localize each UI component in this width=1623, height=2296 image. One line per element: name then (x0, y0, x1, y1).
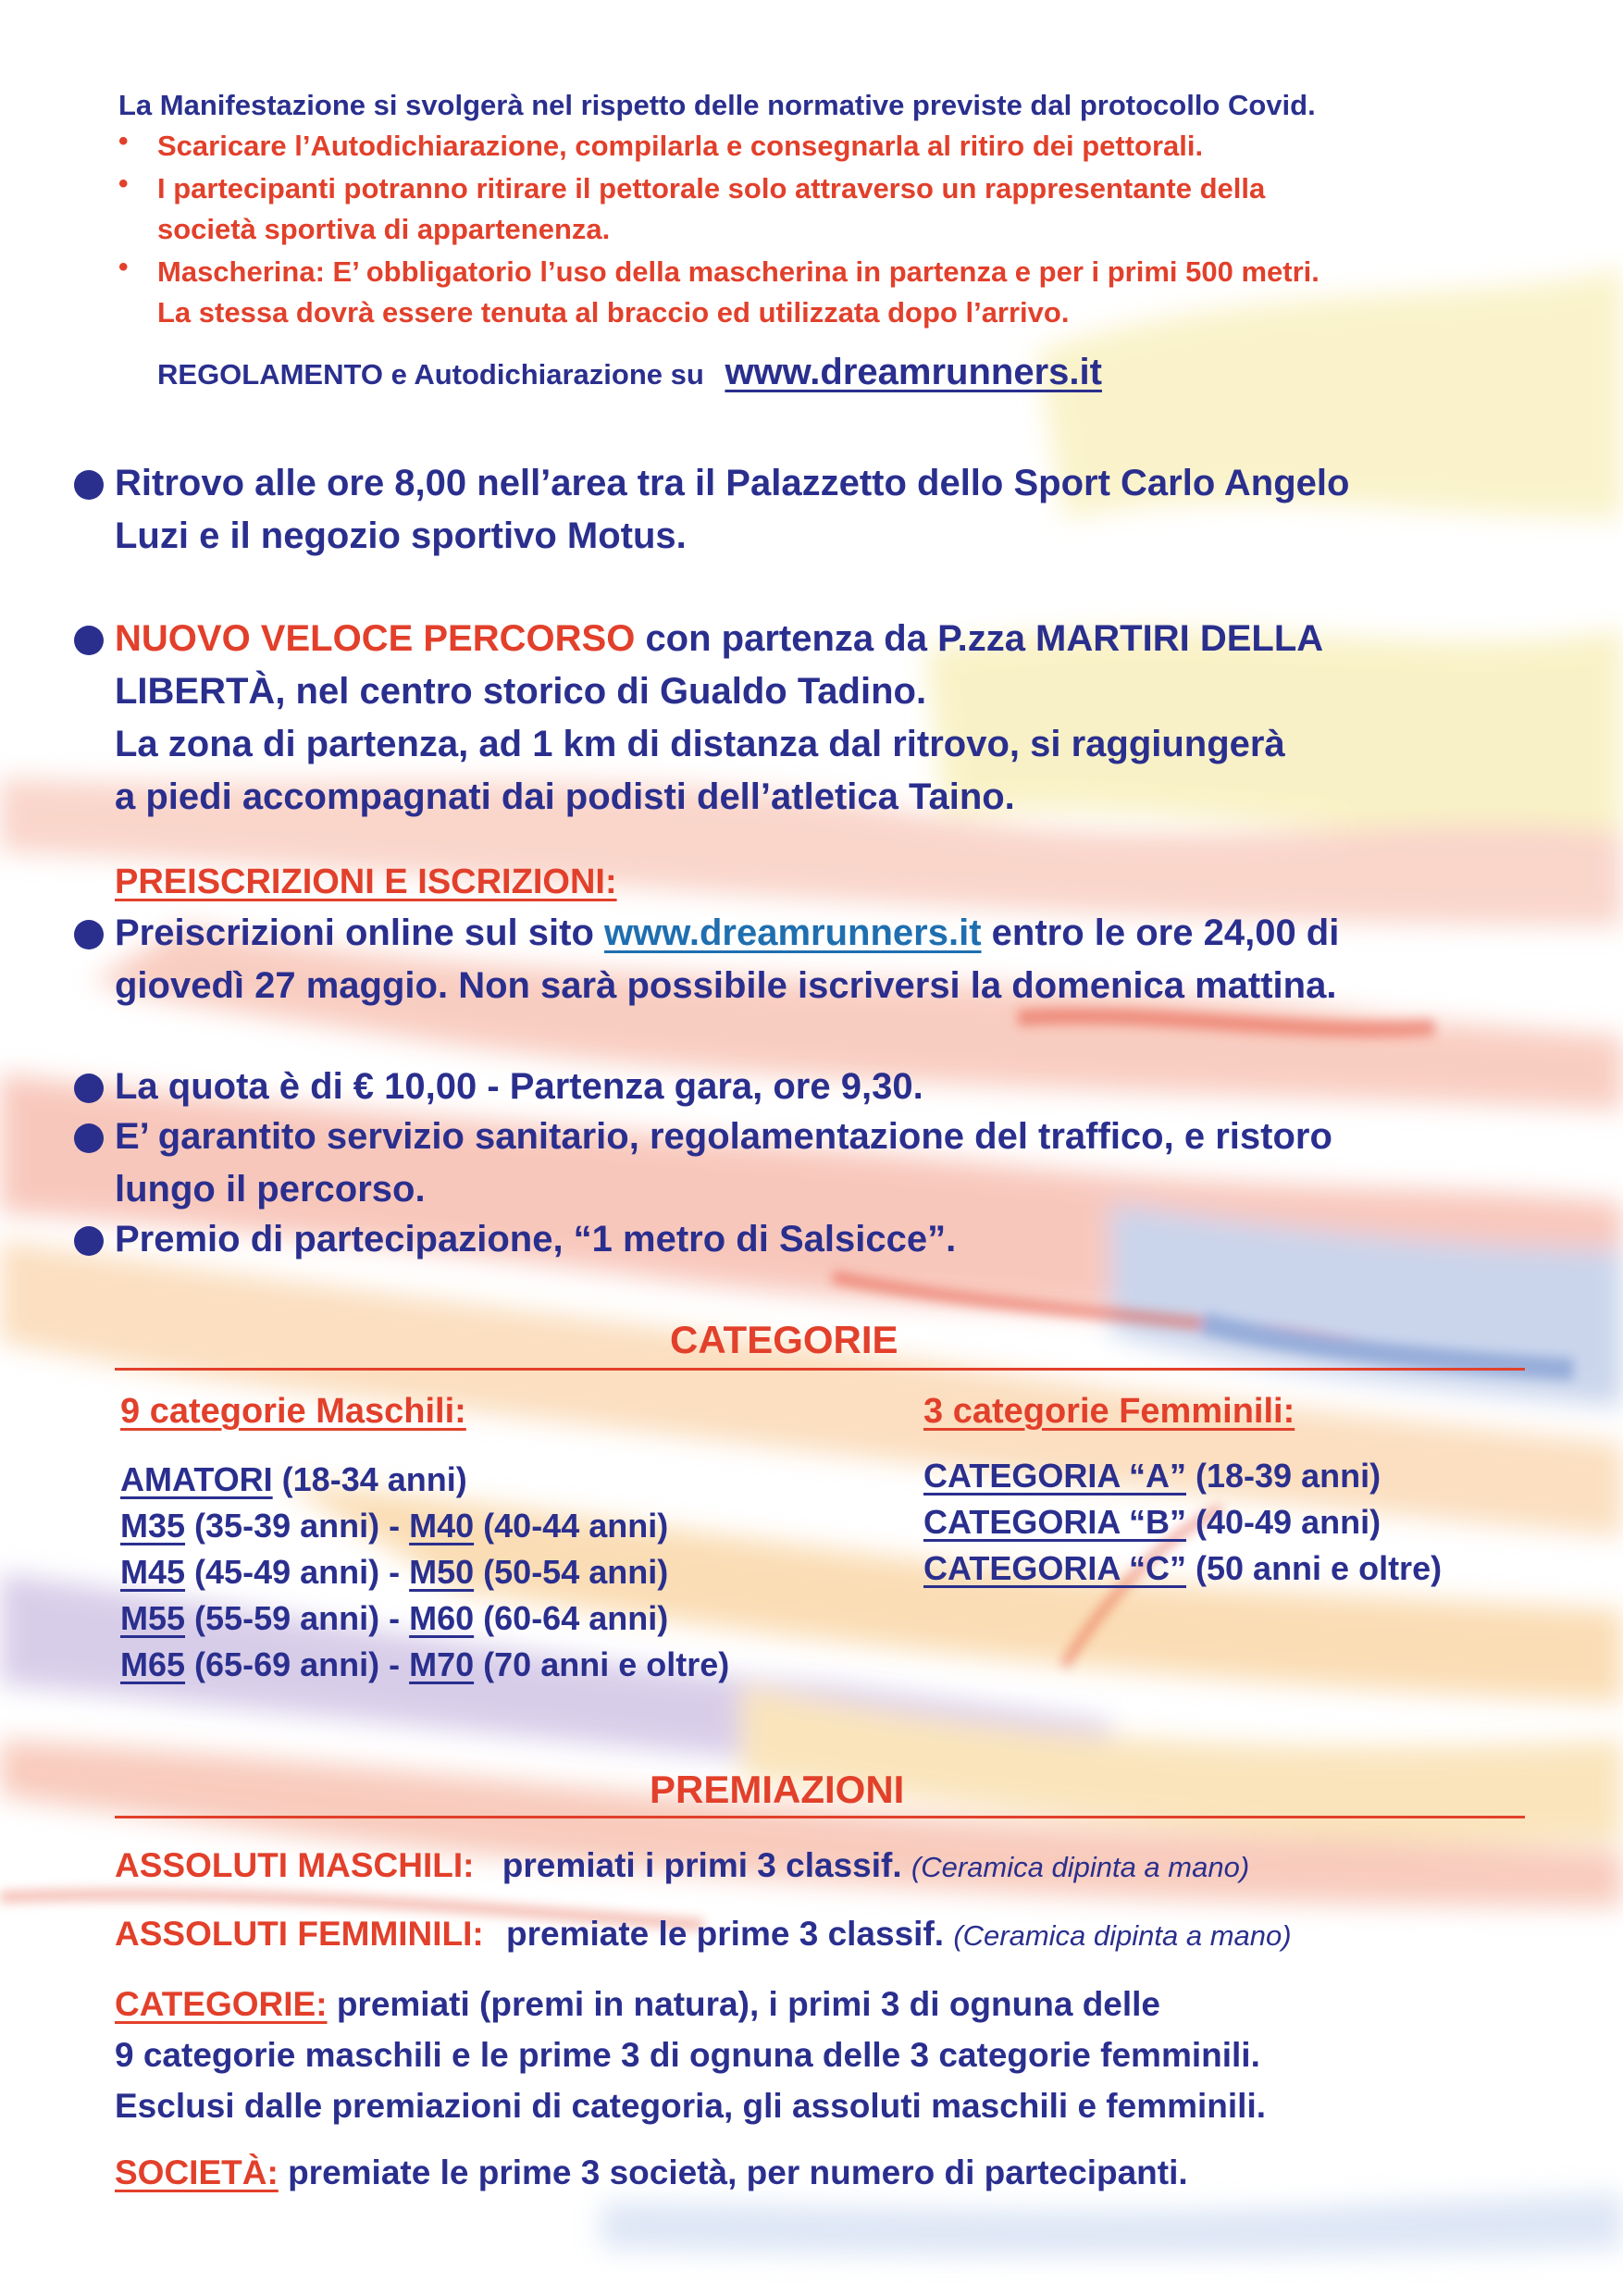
category-code: M60 (409, 1599, 475, 1637)
category-code: CATEGORIA “A” (923, 1457, 1186, 1495)
assoluti-maschili-note: (Ceramica dipinta a mano) (911, 1851, 1250, 1883)
covid-rule-pettorale-line2: società sportiva di appartenenza. (157, 213, 611, 245)
categorie-heading: CATEGORIE (670, 1318, 898, 1361)
category-code: CATEGORIA “C” (923, 1549, 1186, 1587)
bullet-dot (74, 1226, 104, 1256)
assoluti-femminili-line (115, 1908, 1292, 1961)
category-range: (35-39 anni) - (194, 1507, 401, 1545)
covid-rule-mascherina-line1: Mascherina: E’ obbligatorio l’uso della mascherina in partenza e per i primi 500 metri. (157, 255, 1319, 288)
category-range: (70 anni e oltre) (483, 1645, 730, 1683)
societa-text: premiate le prime 3 società, per numero di partecipanti. (288, 2153, 1188, 2191)
category-range: (40-49 anni) (1196, 1503, 1381, 1541)
iscrizioni-heading: PREISCRIZIONI E ISCRIZIONI: (115, 863, 617, 901)
categorie-premi-label: CATEGORIE: (115, 1985, 328, 2023)
iscrizioni-post: entro le ore 24,00 di (991, 912, 1340, 953)
category-range: (50-54 anni) (483, 1553, 669, 1591)
assoluti-maschili-label: ASSOLUTI MASCHILI: (115, 1846, 475, 1884)
societa-line (115, 2147, 1188, 2198)
category-range: (45-49 anni) - (194, 1553, 401, 1591)
femminili-row (923, 1499, 1381, 1545)
dreamrunners-link[interactable]: www.dreamrunners.it (725, 352, 1102, 392)
societa-label: SOCIETÀ: (115, 2153, 279, 2191)
maschili-row (120, 1549, 668, 1595)
category-range: (40-44 anni) (483, 1507, 669, 1545)
regolamento-line (157, 352, 1102, 395)
category-range: (18-39 anni) (1196, 1457, 1381, 1495)
iscrizioni-line2: giovedì 27 maggio. Non sarà possibile iscriversi la domenica mattina. (115, 965, 1337, 1006)
quota-line: La quota è di € 10,00 - Partenza gara, ore 9,30. (115, 1066, 923, 1107)
iscrizioni-line1 (115, 907, 1339, 960)
assoluti-femminili-text: premiate le prime 3 classif. (506, 1915, 945, 1953)
category-range: (50 anni e oltre) (1196, 1549, 1443, 1587)
category-range: (65-69 anni) - (194, 1645, 401, 1683)
bullet-marker: • (118, 252, 129, 282)
percorso-line1-text: con partenza da P.zza MARTIRI DELLA (645, 618, 1324, 659)
assoluti-maschili-line (115, 1840, 1249, 1893)
assoluti-femminili-note: (Ceramica dipinta a mano) (953, 1919, 1292, 1952)
maschili-row (120, 1503, 668, 1549)
ritrovo-line2: Luzi e il negozio sportivo Motus. (115, 515, 687, 556)
categorie-premi-line1 (115, 1979, 1160, 2029)
bullet-dot (74, 920, 104, 949)
femminili-heading: 3 categorie Femminili: (923, 1392, 1295, 1431)
premiazioni-divider (115, 1816, 1525, 1818)
percorso-line1 (115, 613, 1323, 665)
femminili-row (923, 1545, 1442, 1592)
servizio-line1: E’ garantito servizio sanitario, regolamentazione del traffico, e ristoro (115, 1116, 1332, 1157)
categorie-premi-line3: Esclusi dalle premiazioni di categoria, gli assoluti maschili e femminili. (115, 2087, 1266, 2125)
category-code: M35 (120, 1507, 186, 1545)
bullet-dot (74, 626, 104, 655)
regolamento-label: REGOLAMENTO (157, 358, 383, 391)
femminili-row (923, 1453, 1381, 1499)
category-range: (60-64 anni) (483, 1599, 669, 1637)
covid-rule-pettorale-line1: I partecipanti potranno ritirare il pettorale solo attraverso un rappresentante della (157, 172, 1266, 205)
maschili-row (120, 1642, 729, 1688)
category-range: (18-34 anni) (281, 1460, 467, 1498)
percorso-highlight: NUOVO VELOCE PERCORSO (115, 618, 636, 659)
bullet-marker: • (118, 168, 129, 199)
maschili-heading: 9 categorie Maschili: (120, 1392, 466, 1431)
percorso-line3: La zona di partenza, ad 1 km di distanza dal ritrovo, si raggiungerà (115, 724, 1285, 764)
servizio-line2: lungo il percorso. (115, 1169, 426, 1210)
regolamento-text: e Autodichiarazione su (390, 358, 704, 391)
bullet-dot (74, 470, 104, 500)
assoluti-maschili-text: premiati i primi 3 classif. (502, 1846, 902, 1884)
premio-line: Premio di partecipazione, “1 metro di Salsicce”. (115, 1219, 957, 1260)
category-code: M40 (409, 1507, 475, 1545)
category-code: M65 (120, 1645, 186, 1683)
bullet-marker: • (118, 126, 129, 156)
categorie-premi-text: premiati (premi in natura), i primi 3 di ognuna delle (336, 1985, 1161, 2023)
covid-notice: La Manifestazione si svolgerà nel rispetto delle normative previste dal protocollo Covid. (118, 89, 1316, 121)
covid-rule-autodichiarazione: Scaricare l’Autodichiarazione, compilarla e consegnarla al ritiro dei pettorali. (157, 130, 1204, 162)
bullet-dot (74, 1123, 104, 1153)
percorso-line2: LIBERTÀ, nel centro storico di Gualdo Tadino. (115, 671, 927, 712)
maschili-row (120, 1457, 467, 1503)
bullet-dot (74, 1074, 104, 1103)
iscrizioni-link[interactable]: www.dreamrunners.it (604, 912, 982, 953)
categorie-premi-line2: 9 categorie maschili e le prime 3 di ognuna delle 3 categorie femminili. (115, 2036, 1260, 2074)
percorso-line4: a piedi accompagnati dai podisti dell’atletica Taino. (115, 776, 1015, 817)
iscrizioni-pre: Preiscrizioni online sul sito (115, 912, 594, 953)
ritrovo-line1: Ritrovo alle ore 8,00 nell’area tra il Palazzetto dello Sport Carlo Angelo (115, 463, 1350, 503)
category-code: M45 (120, 1553, 186, 1591)
category-code: AMATORI (120, 1460, 273, 1498)
premiazioni-heading: PREMIAZIONI (650, 1768, 905, 1811)
maschili-row (120, 1595, 668, 1642)
category-code: M70 (409, 1645, 475, 1683)
category-code: M50 (409, 1553, 475, 1591)
assoluti-femminili-label: ASSOLUTI FEMMINILI: (115, 1915, 484, 1953)
category-code: M55 (120, 1599, 186, 1637)
category-range: (55-59 anni) - (194, 1599, 401, 1637)
categorie-divider (115, 1368, 1525, 1371)
covid-rule-mascherina-line2: La stessa dovrà essere tenuta al braccio ed utilizzata dopo l’arrivo. (157, 296, 1070, 329)
category-code: CATEGORIA “B” (923, 1503, 1186, 1541)
